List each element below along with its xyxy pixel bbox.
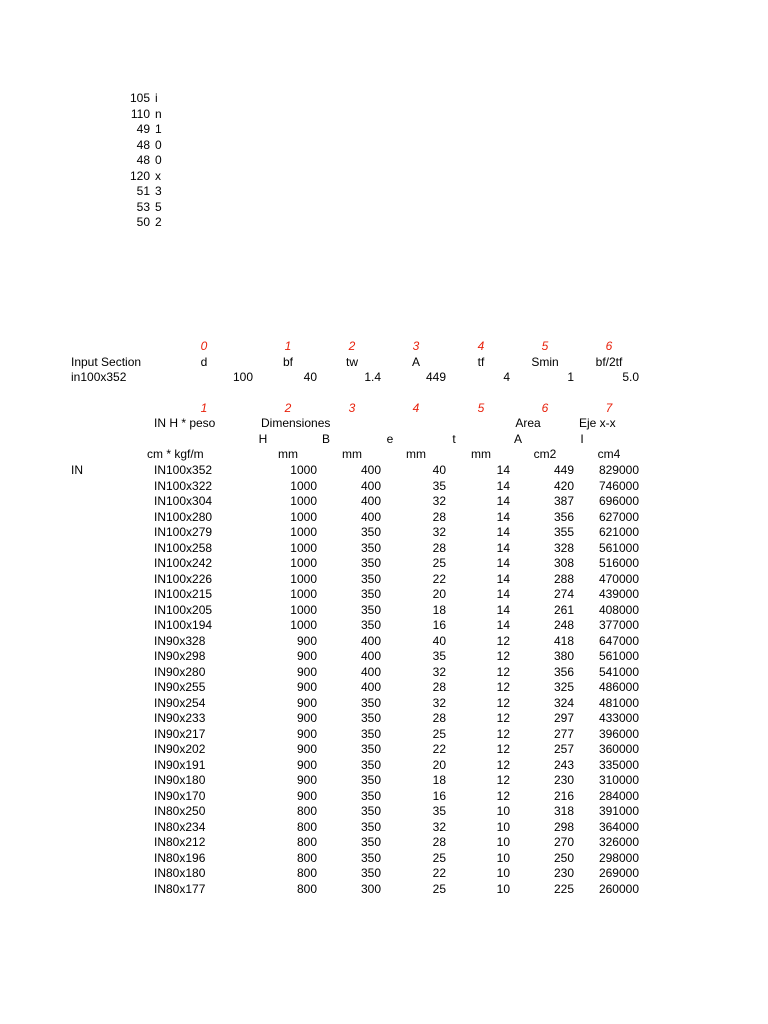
cell-e: 28 (432, 540, 446, 555)
cell-inertia: 746000 (598, 478, 639, 493)
header-dimensiones-label: Dimensiones (261, 416, 331, 430)
section-name: IN90x170 (154, 788, 206, 803)
char-code: 48 (136, 153, 150, 167)
cell-e: 18 (432, 773, 446, 787)
table-row (0, 572, 768, 588)
header-b: B (321, 432, 330, 446)
cell-b: 350 (360, 571, 381, 586)
char-code: 120 (129, 168, 150, 183)
cell-inertia: 433000 (598, 711, 639, 725)
cell-area: 297 (553, 711, 574, 725)
cell-h: 900 (296, 649, 317, 663)
table-index-7: 7 (605, 401, 613, 415)
cell-b: 400 (360, 664, 381, 679)
cell-t: 14 (496, 587, 510, 601)
cell-b: 400 (360, 509, 381, 524)
table-row (0, 758, 768, 774)
section-name: IN100x242 (154, 556, 213, 570)
cell-inertia: 621000 (598, 525, 639, 539)
char-code: 49 (136, 122, 150, 136)
cell-inertia: 391000 (598, 804, 639, 818)
input-header-smin: Smin (531, 355, 559, 369)
cell-area: 308 (553, 556, 574, 570)
cell-e: 32 (432, 525, 446, 539)
char-value: i (155, 91, 158, 105)
cell-b: 300 (360, 881, 381, 896)
cell-b: 350 (360, 773, 381, 787)
cell-h: 900 (296, 757, 317, 772)
section-name: IN80x212 (154, 835, 206, 849)
cell-t: 12 (496, 788, 510, 803)
char-code: 51 (136, 184, 150, 198)
cell-area: 243 (553, 757, 574, 772)
cell-h: 1000 (290, 602, 317, 617)
header-t: t (452, 432, 456, 446)
section-name: IN100x215 (154, 587, 213, 601)
cell-t: 14 (496, 478, 510, 493)
input-index-4: 4 (477, 339, 485, 353)
cell-h: 1000 (290, 587, 317, 601)
table-row (0, 618, 768, 634)
cell-h: 1000 (290, 540, 317, 555)
char-value: 0 (155, 153, 162, 167)
table-row (0, 804, 768, 820)
table-index-4: 4 (412, 401, 420, 415)
char-value: 2 (155, 215, 162, 229)
cell-e: 40 (432, 463, 446, 477)
input-index-3: 3 (412, 339, 420, 353)
table-row (0, 649, 768, 665)
cell-area: 261 (553, 602, 574, 617)
cell-b: 350 (360, 866, 381, 880)
cell-b: 400 (360, 463, 381, 477)
input-index-2: 2 (348, 339, 356, 353)
table-row (0, 773, 768, 789)
cell-t: 12 (496, 773, 510, 787)
cell-area: 387 (553, 494, 574, 508)
cell-b: 400 (360, 478, 381, 493)
cell-t: 12 (496, 680, 510, 694)
section-name: IN90x254 (154, 695, 206, 710)
cell-b: 350 (360, 618, 381, 632)
cell-t: 14 (496, 494, 510, 508)
cell-area: 324 (553, 695, 574, 710)
cell-b: 400 (360, 649, 381, 663)
cell-h: 1000 (290, 478, 317, 493)
section-name: IN100x304 (154, 494, 213, 508)
header-h: H (258, 432, 268, 446)
section-name: IN100x352 (154, 463, 213, 477)
section-name: IN90x217 (154, 726, 206, 741)
cell-b: 350 (360, 587, 381, 601)
cell-t: 10 (496, 850, 510, 865)
cell-inertia: 260000 (598, 881, 639, 896)
section-name: IN90x180 (154, 773, 206, 787)
cell-inertia: 284000 (598, 788, 639, 803)
char-value: 1 (155, 122, 162, 136)
cell-b: 350 (360, 788, 381, 803)
cell-e: 20 (432, 587, 446, 601)
cell-e: 25 (432, 881, 446, 896)
table-row (0, 494, 768, 510)
cell-area: 230 (553, 866, 574, 880)
input-index-1: 1 (284, 339, 292, 353)
cell-inertia: 326000 (598, 835, 639, 849)
cell-inertia: 486000 (598, 680, 639, 694)
cell-t: 14 (496, 602, 510, 617)
section-name: IN90x191 (154, 757, 206, 772)
cell-inertia: 627000 (598, 509, 639, 524)
unit-area: cm2 (533, 447, 557, 461)
cell-inertia: 439000 (598, 587, 639, 601)
section-name: IN80x177 (154, 881, 206, 896)
cell-h: 900 (296, 633, 317, 648)
cell-area: 216 (553, 788, 574, 803)
table-index-3: 3 (348, 401, 356, 415)
section-name: IN100x226 (154, 571, 213, 586)
header-a: A (513, 432, 522, 446)
cell-h: 900 (296, 742, 317, 756)
section-name: IN90x202 (154, 742, 206, 756)
section-name: IN90x280 (154, 664, 206, 679)
table-row (0, 541, 768, 557)
section-name: IN90x328 (154, 633, 206, 648)
input-value-smin: 1 (567, 370, 574, 384)
table-row (0, 556, 768, 572)
cell-b: 350 (360, 726, 381, 741)
cell-area: 328 (553, 540, 574, 555)
cell-area: 230 (553, 773, 574, 787)
table-row (0, 820, 768, 836)
cell-inertia: 396000 (598, 726, 639, 741)
table-row (0, 525, 768, 541)
cell-b: 350 (360, 711, 381, 725)
cell-inertia: 561000 (598, 649, 639, 663)
cell-h: 900 (296, 680, 317, 694)
cell-t: 12 (496, 649, 510, 663)
cell-t: 12 (496, 757, 510, 772)
cell-e: 35 (432, 478, 446, 493)
input-header-d: d (200, 355, 208, 369)
cell-e: 25 (432, 726, 446, 741)
cell-area: 356 (553, 509, 574, 524)
table-row (0, 587, 768, 603)
cell-inertia: 269000 (598, 866, 639, 880)
input-value-bf2tf: 5.0 (622, 370, 639, 384)
table-index-2: 2 (284, 401, 292, 415)
cell-b: 400 (360, 680, 381, 694)
header-eje-label: Eje x-x (579, 416, 616, 430)
cell-b: 350 (360, 742, 381, 756)
cell-b: 350 (360, 602, 381, 617)
input-value-a: 449 (425, 370, 446, 384)
cell-t: 14 (496, 618, 510, 632)
cell-area: 277 (553, 726, 574, 741)
cell-area: 250 (553, 850, 574, 865)
cell-t: 10 (496, 835, 510, 849)
table-row (0, 882, 768, 898)
section-name: IN90x298 (154, 649, 206, 663)
unit-t: mm (471, 447, 491, 461)
cell-e: 28 (432, 680, 446, 694)
cell-inertia: 516000 (598, 556, 639, 570)
cell-h: 1000 (290, 571, 317, 586)
cell-area: 225 (553, 881, 574, 896)
cell-inertia: 481000 (598, 695, 639, 710)
cell-inertia: 696000 (598, 494, 639, 508)
table-row (0, 634, 768, 650)
table-row (0, 742, 768, 758)
section-name: IN90x233 (154, 711, 206, 725)
cell-h: 1000 (290, 525, 317, 539)
table-row (0, 479, 768, 495)
table-row (0, 789, 768, 805)
input-value-d: 100 (232, 370, 253, 384)
cell-t: 12 (496, 742, 510, 756)
cell-area: 288 (553, 571, 574, 586)
cell-inertia: 310000 (598, 773, 639, 787)
cell-e: 35 (432, 804, 446, 818)
char-code: 50 (136, 215, 150, 229)
unit-name: cm * kgf/m (147, 447, 204, 461)
cell-h: 800 (296, 804, 317, 818)
char-value: n (155, 106, 162, 121)
char-value: 3 (155, 184, 162, 198)
cell-inertia: 298000 (598, 850, 639, 865)
cell-e: 28 (432, 711, 446, 725)
cell-t: 12 (496, 726, 510, 741)
cell-t: 10 (496, 819, 510, 834)
cell-h: 800 (296, 850, 317, 865)
cell-b: 350 (360, 556, 381, 570)
section-name: IN100x205 (154, 602, 213, 617)
table-row (0, 696, 768, 712)
cell-e: 35 (432, 649, 446, 663)
char-value: x (155, 168, 161, 183)
cell-area: 380 (553, 649, 574, 663)
table-row (0, 851, 768, 867)
cell-inertia: 647000 (598, 633, 639, 648)
cell-t: 14 (496, 571, 510, 586)
cell-e: 16 (432, 788, 446, 803)
cell-t: 12 (496, 664, 510, 679)
cell-t: 14 (496, 463, 510, 477)
table-index-6: 6 (541, 401, 549, 415)
input-section-name: in100x352 (71, 370, 127, 384)
cell-e: 25 (432, 556, 446, 570)
input-value-tf: 4 (503, 370, 510, 384)
input-header-tw: tw (346, 355, 358, 369)
cell-h: 1000 (290, 556, 317, 570)
cell-b: 350 (360, 525, 381, 539)
table-row (0, 835, 768, 851)
cell-b: 400 (360, 494, 381, 508)
input-header-tf: tf (477, 355, 485, 369)
header-name-label: IN H * peso (154, 416, 216, 430)
char-code: 105 (129, 91, 150, 105)
section-name: IN100x194 (154, 618, 213, 632)
header-i: I (580, 432, 584, 446)
input-header-bf: bf (282, 355, 293, 369)
cell-area: 257 (553, 742, 574, 756)
cell-t: 10 (496, 804, 510, 818)
cell-b: 400 (360, 633, 381, 648)
cell-e: 32 (432, 695, 446, 710)
cell-h: 1000 (290, 618, 317, 632)
cell-b: 350 (360, 835, 381, 849)
cell-e: 32 (432, 819, 446, 834)
char-code: 53 (136, 199, 150, 214)
cell-area: 325 (553, 680, 574, 694)
table-index-5: 5 (477, 401, 485, 415)
group-label: IN (71, 463, 83, 477)
cell-inertia: 561000 (598, 540, 639, 555)
cell-inertia: 470000 (598, 571, 639, 586)
cell-t: 14 (496, 509, 510, 524)
cell-e: 16 (432, 618, 446, 632)
cell-b: 350 (360, 540, 381, 555)
cell-b: 350 (360, 695, 381, 710)
cell-h: 900 (296, 788, 317, 803)
cell-h: 800 (296, 835, 317, 849)
section-name: IN100x258 (154, 540, 213, 555)
section-name: IN100x279 (154, 525, 213, 539)
cell-inertia: 829000 (598, 463, 639, 477)
cell-e: 22 (432, 866, 446, 880)
cell-area: 355 (553, 525, 574, 539)
cell-e: 28 (432, 509, 446, 524)
cell-area: 274 (553, 587, 574, 601)
section-name: IN80x180 (154, 866, 206, 880)
cell-h: 900 (296, 773, 317, 787)
cell-h: 1000 (290, 463, 317, 477)
section-name: IN100x322 (154, 478, 213, 493)
cell-h: 900 (296, 711, 317, 725)
cell-inertia: 541000 (598, 664, 639, 679)
cell-h: 900 (296, 695, 317, 710)
cell-b: 350 (360, 819, 381, 834)
header-area-label: Area (515, 416, 541, 430)
table-row (0, 711, 768, 727)
cell-h: 800 (296, 881, 317, 896)
cell-e: 28 (432, 835, 446, 849)
table-row (0, 510, 768, 526)
section-name: IN80x250 (154, 804, 206, 818)
cell-t: 12 (496, 633, 510, 648)
cell-area: 318 (553, 804, 574, 818)
unit-h: mm (278, 447, 298, 461)
table-row (0, 463, 768, 479)
cell-area: 449 (553, 463, 574, 477)
char-value: 0 (155, 137, 162, 152)
input-section-label: Input Section (71, 355, 142, 369)
cell-inertia: 408000 (598, 602, 639, 617)
table-index-1: 1 (200, 401, 208, 415)
input-value-tw: 1.4 (364, 370, 381, 384)
cell-h: 1000 (290, 509, 317, 524)
table-row (0, 680, 768, 696)
cell-t: 12 (496, 695, 510, 710)
section-name: IN90x255 (154, 680, 206, 694)
cell-area: 418 (553, 633, 574, 648)
cell-e: 32 (432, 664, 446, 679)
cell-h: 900 (296, 664, 317, 679)
cell-t: 14 (496, 540, 510, 555)
cell-e: 40 (432, 633, 446, 648)
cell-t: 10 (496, 881, 510, 896)
char-code: 110 (130, 106, 150, 121)
cell-h: 1000 (290, 494, 317, 508)
cell-e: 32 (432, 494, 446, 508)
cell-e: 22 (432, 571, 446, 586)
table-row (0, 665, 768, 681)
input-index-5: 5 (541, 339, 549, 353)
input-index-0: 0 (200, 339, 208, 353)
cell-area: 248 (553, 618, 574, 632)
input-value-bf: 40 (303, 370, 317, 384)
section-name: IN100x280 (154, 509, 213, 524)
section-name: IN80x196 (154, 850, 206, 865)
cell-area: 356 (553, 664, 574, 679)
cell-inertia: 377000 (598, 618, 639, 632)
cell-inertia: 335000 (598, 757, 639, 772)
unit-inertia: cm4 (597, 447, 621, 461)
input-header-bf2tf: bf/2tf (595, 355, 623, 369)
section-name: IN80x234 (154, 819, 206, 834)
cell-area: 420 (553, 478, 574, 493)
cell-b: 350 (360, 757, 381, 772)
cell-b: 350 (360, 850, 381, 865)
char-value: 5 (155, 199, 162, 214)
cell-e: 25 (432, 850, 446, 865)
cell-h: 800 (296, 866, 317, 880)
cell-t: 10 (496, 866, 510, 880)
cell-b: 350 (360, 804, 381, 818)
table-row (0, 727, 768, 743)
unit-e: mm (406, 447, 426, 461)
char-code: 48 (136, 137, 150, 152)
cell-inertia: 360000 (598, 742, 639, 756)
table-row (0, 866, 768, 882)
table-row (0, 603, 768, 619)
cell-t: 12 (496, 711, 510, 725)
cell-e: 18 (432, 602, 446, 617)
cell-area: 270 (553, 835, 574, 849)
input-header-a: A (411, 355, 420, 369)
cell-h: 900 (296, 726, 317, 741)
cell-t: 14 (496, 556, 510, 570)
cell-t: 14 (496, 525, 510, 539)
header-e: e (386, 432, 394, 446)
unit-b: mm (342, 447, 362, 461)
cell-area: 298 (553, 819, 574, 834)
cell-inertia: 364000 (598, 819, 639, 834)
cell-e: 22 (432, 742, 446, 756)
input-index-6: 6 (605, 339, 613, 353)
cell-e: 20 (432, 757, 446, 772)
cell-h: 800 (296, 819, 317, 834)
